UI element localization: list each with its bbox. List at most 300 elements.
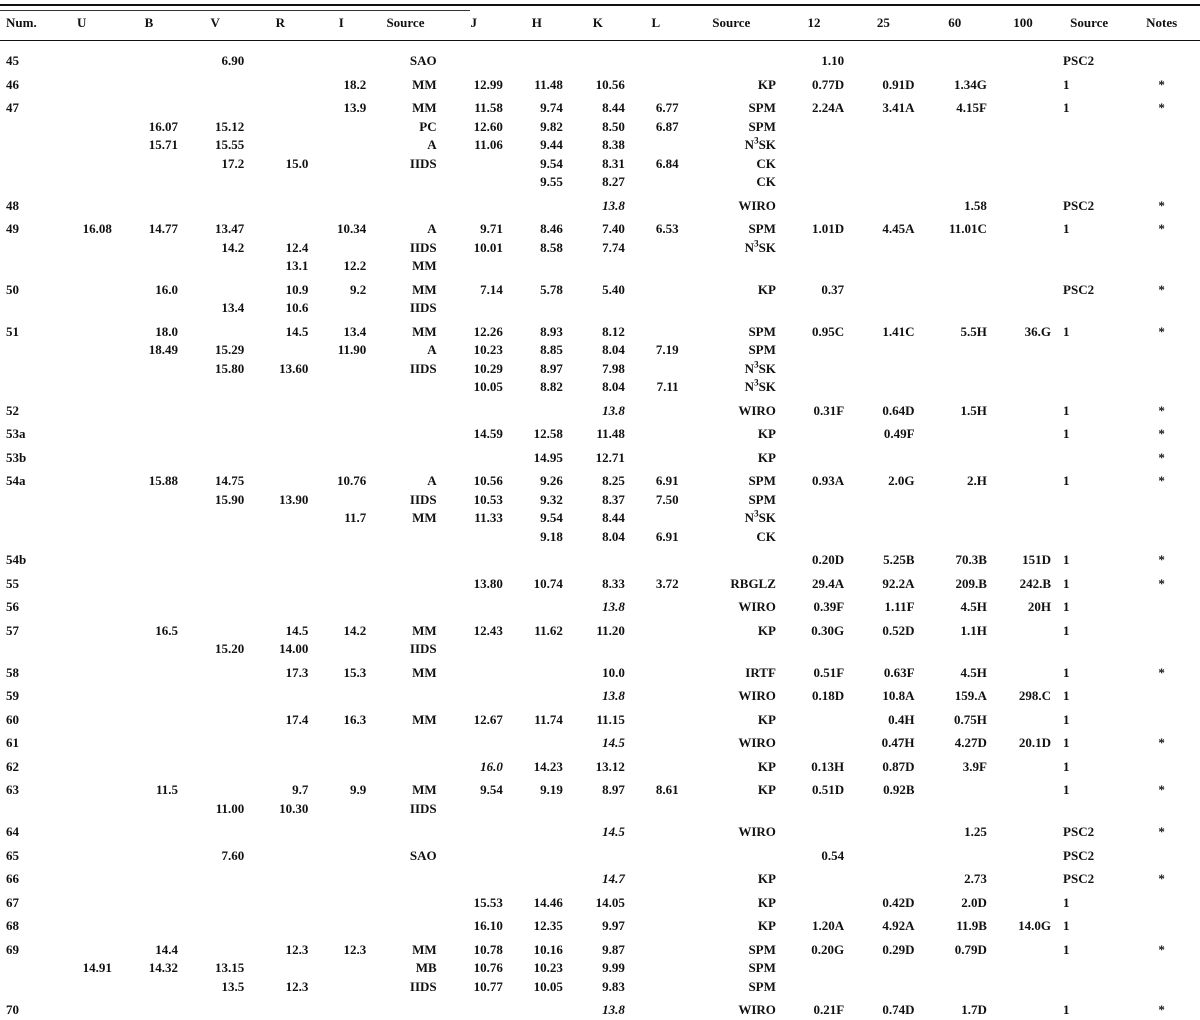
- cell-notes: *: [1158, 552, 1165, 568]
- cell-j: 10.76: [473, 960, 503, 976]
- cell-v: 13.15: [215, 960, 245, 976]
- cell-i: [312, 173, 370, 192]
- cell-u: [48, 659, 116, 683]
- cell-b: [116, 299, 182, 318]
- cell-num: [0, 341, 48, 360]
- cell-k: 8.50: [602, 118, 625, 134]
- cell-f12: [780, 155, 848, 174]
- cell-f25: 0.87D: [882, 758, 915, 774]
- cell-k: 14.05: [595, 894, 625, 910]
- column-header-source-1: Source: [386, 15, 425, 30]
- cell-f60: [919, 800, 991, 819]
- cell-notes: [1123, 800, 1200, 819]
- cell-f60: 4.15F: [956, 100, 987, 116]
- cell-b: [116, 192, 182, 216]
- cell-r: [248, 842, 312, 866]
- cell-f60: 2.H: [967, 473, 987, 489]
- cell-i: 13.9: [343, 100, 367, 116]
- cell-j: [441, 52, 507, 71]
- cell-num: [0, 239, 48, 258]
- cell-u: [48, 800, 116, 819]
- cell-b: [116, 420, 182, 444]
- cell-k: [567, 996, 629, 1020]
- cell-r: [248, 397, 312, 421]
- cell-src3: [1055, 360, 1123, 379]
- cell-src2: WIRO: [738, 599, 776, 615]
- cell-f12: 0.93A: [812, 473, 845, 489]
- cell-f60: 4.5H: [960, 599, 987, 615]
- table-row: [0, 378, 1200, 397]
- cell-src1: [370, 397, 440, 421]
- cell-f100: [991, 118, 1055, 137]
- cell-notes: [1123, 706, 1200, 730]
- cell-v: 13.4: [221, 300, 245, 316]
- cell-u: [48, 729, 116, 753]
- cell-src2: IRTF: [745, 664, 776, 680]
- cell-src3: [1055, 509, 1123, 528]
- cell-num: [0, 173, 48, 192]
- cell-v: [182, 94, 248, 118]
- cell-notes: [1123, 640, 1200, 659]
- cell-b: 18.49: [148, 342, 179, 358]
- cell-f25: [848, 155, 918, 174]
- column-header-source-3: Source: [1070, 15, 1109, 30]
- cell-k: 8.12: [602, 323, 625, 339]
- cell-f100: [991, 173, 1055, 192]
- cell-j: 12.43: [473, 622, 503, 638]
- cell-num: [0, 978, 48, 997]
- cell-h: 9.26: [540, 473, 563, 489]
- cell-b: [116, 753, 182, 777]
- table-row: [0, 444, 1200, 468]
- cell-src2: CK: [756, 155, 776, 171]
- cell-k: [567, 299, 629, 318]
- cell-num: [0, 800, 48, 819]
- cell-u: [48, 706, 116, 730]
- cell-h: [507, 682, 567, 706]
- cell-f12: [780, 118, 848, 137]
- cell-f12: [780, 818, 848, 842]
- cell-notes: *: [1158, 575, 1165, 591]
- cell-num: 55: [6, 575, 19, 591]
- cell-src1: [370, 420, 440, 444]
- cell-r: [248, 996, 312, 1020]
- italic-value: 16.0: [480, 758, 503, 774]
- cell-l: [629, 360, 683, 379]
- cell-l: 7.19: [655, 342, 679, 358]
- cell-src1: IIDS: [409, 491, 437, 507]
- cell-l: [629, 936, 683, 960]
- cell-j: 11.06: [474, 137, 503, 153]
- cell-f60: 4.5H: [960, 664, 987, 680]
- cell-v: [182, 444, 248, 468]
- cell-src1: MM: [412, 100, 437, 116]
- cell-f12: 0.54: [821, 847, 845, 863]
- cell-src1: IIDS: [409, 239, 437, 255]
- cell-f100: 151D: [1022, 552, 1052, 568]
- cell-r: 13.1: [285, 258, 309, 274]
- cell-i: [312, 889, 370, 913]
- cell-src3: 1: [1063, 552, 1070, 568]
- cell-f100: [991, 617, 1055, 641]
- cell-u: [48, 546, 116, 570]
- cell-i: [312, 978, 370, 997]
- cell-k: 8.04: [602, 528, 625, 544]
- cell-v: 15.80: [215, 360, 245, 376]
- cell-h: 8.82: [540, 379, 563, 395]
- cell-i: 15.3: [343, 664, 367, 680]
- cell-src2: SPM: [748, 323, 776, 339]
- cell-src1: [370, 444, 440, 468]
- cell-src2: [683, 546, 780, 570]
- cell-f60: [919, 118, 991, 137]
- cell-src3: 1: [1063, 688, 1070, 704]
- cell-src2: SPM: [748, 941, 776, 957]
- cell-notes: [1123, 136, 1200, 155]
- italic-value: 13.8: [602, 402, 625, 418]
- cell-k: 8.04: [602, 379, 625, 395]
- cell-j: 15.53: [473, 894, 503, 910]
- cell-u: [48, 378, 116, 397]
- cell-i: [312, 420, 370, 444]
- cell-notes: *: [1158, 281, 1165, 297]
- cell-i: [312, 546, 370, 570]
- cell-notes: [1123, 753, 1200, 777]
- cell-f12: [780, 257, 848, 276]
- table-row: [0, 729, 1200, 753]
- cell-num: 51: [6, 323, 19, 339]
- cell-f25: [848, 118, 918, 137]
- cell-num: 57: [6, 622, 19, 638]
- cell-f100: [991, 257, 1055, 276]
- cell-k: 8.97: [602, 782, 625, 798]
- cell-f25: [848, 192, 918, 216]
- cell-src3: [1055, 341, 1123, 360]
- cell-num: 70: [6, 1002, 19, 1018]
- cell-h: [507, 996, 567, 1020]
- cell-num: 59: [6, 688, 19, 704]
- cell-f12: 0.77D: [812, 76, 845, 92]
- cell-v: [182, 192, 248, 216]
- cell-f100: [991, 959, 1055, 978]
- cell-f100: [991, 155, 1055, 174]
- cell-r: [248, 467, 312, 491]
- cell-u: [48, 842, 116, 866]
- table-row: [0, 299, 1200, 318]
- cell-f100: 20H: [1027, 599, 1052, 615]
- cell-src1: MM: [412, 622, 437, 638]
- cell-l: [629, 800, 683, 819]
- cell-k: [567, 192, 629, 216]
- cell-src3: 1: [1063, 575, 1070, 591]
- cell-notes: [1123, 842, 1200, 866]
- cell-src2: KP: [757, 622, 776, 638]
- cell-src3: [1055, 444, 1123, 468]
- cell-f100: [991, 420, 1055, 444]
- cell-j: 10.77: [473, 978, 503, 994]
- cell-u: [48, 52, 116, 71]
- cell-r: 9.7: [292, 782, 309, 798]
- cell-k: 8.44: [602, 100, 625, 116]
- cell-k: 7.98: [602, 360, 625, 376]
- cell-b: [116, 360, 182, 379]
- cell-f25: 92.2A: [882, 575, 915, 591]
- cell-f25: [848, 173, 918, 192]
- cell-src1: SAO: [409, 53, 437, 69]
- cell-i: [312, 378, 370, 397]
- table-row: [0, 818, 1200, 842]
- cell-num: 58: [6, 664, 19, 680]
- cell-j: 10.29: [473, 360, 503, 376]
- cell-l: 7.11: [656, 379, 679, 395]
- cell-src1: A: [427, 137, 437, 153]
- cell-i: 16.3: [343, 711, 367, 727]
- cell-r: 17.4: [285, 711, 309, 727]
- cell-v: 13.47: [215, 221, 245, 237]
- cell-notes: *: [1158, 323, 1165, 339]
- column-header-j: J: [470, 15, 477, 30]
- cell-b: [116, 978, 182, 997]
- cell-l: [629, 959, 683, 978]
- cell-f12: 0.51F: [813, 664, 845, 680]
- cell-h: 9.18: [540, 528, 563, 544]
- cell-f25: [848, 818, 918, 842]
- cell-f100: [991, 215, 1055, 239]
- table-row: [0, 865, 1200, 889]
- cell-f12: 2.24A: [812, 100, 845, 116]
- cell-f25: [848, 800, 918, 819]
- cell-l: [629, 659, 683, 683]
- cell-u: [48, 491, 116, 510]
- cell-src3: 1: [1063, 622, 1070, 638]
- cell-notes: [1123, 239, 1200, 258]
- header-row: [0, 6, 1200, 40]
- table-row: [0, 509, 1200, 528]
- cell-num: 47: [6, 100, 19, 116]
- cell-f60: [919, 776, 991, 800]
- cell-src2: RBGLZ: [730, 575, 776, 591]
- cell-v: [182, 397, 248, 421]
- cell-src3: [1055, 528, 1123, 547]
- cell-notes: [1123, 155, 1200, 174]
- cell-j: [441, 842, 507, 866]
- cell-f12: [780, 420, 848, 444]
- cell-f12: 0.30G: [811, 622, 845, 638]
- cell-f100: [991, 360, 1055, 379]
- cell-j: [441, 818, 507, 842]
- cell-src2: $N^3SK$: [744, 359, 776, 376]
- cell-src1: [370, 570, 440, 594]
- cell-f60: [919, 360, 991, 379]
- cell-f25: [848, 959, 918, 978]
- cell-f12: [780, 509, 848, 528]
- cell-f25: 2.0G: [888, 473, 915, 489]
- cell-u: [48, 978, 116, 997]
- cell-f60: [919, 257, 991, 276]
- photometry-table: [0, 52, 1200, 1020]
- cell-f60: 209.B: [955, 575, 987, 591]
- cell-src2: KP: [757, 711, 776, 727]
- cell-src2: $N^3SK$: [744, 508, 776, 526]
- cell-b: [116, 729, 182, 753]
- cell-j: 11.33: [474, 510, 503, 526]
- cell-f12: [780, 299, 848, 318]
- cell-src1: MM: [412, 76, 437, 92]
- cell-notes: *: [1158, 824, 1165, 840]
- cell-r: [248, 215, 312, 239]
- cell-h: [507, 800, 567, 819]
- cell-notes: [1123, 173, 1200, 192]
- cell-v: 15.12: [215, 118, 245, 134]
- cell-l: [629, 865, 683, 889]
- cell-src2: [683, 299, 780, 318]
- cell-u: [48, 682, 116, 706]
- cell-f25: [848, 509, 918, 528]
- cell-num: 63: [6, 782, 19, 798]
- cell-h: 11.48: [534, 76, 563, 92]
- cell-f25: [848, 528, 918, 547]
- cell-v: 15.29: [215, 342, 245, 358]
- cell-u: 16.08: [82, 221, 112, 237]
- cell-notes: [1123, 52, 1200, 71]
- cell-src1: [370, 865, 440, 889]
- cell-k: 9.97: [602, 918, 625, 934]
- cell-v: 7.60: [221, 847, 245, 863]
- cell-f100: 36.G: [1024, 323, 1052, 339]
- cell-i: [312, 491, 370, 510]
- cell-f100: [991, 842, 1055, 866]
- cell-j: 12.26: [473, 323, 503, 339]
- table-row: [0, 173, 1200, 192]
- cell-h: 14.95: [533, 449, 563, 465]
- cell-f60: 1.5H: [960, 402, 987, 418]
- cell-b: 15.88: [148, 473, 179, 489]
- cell-h: [507, 257, 567, 276]
- cell-f100: [991, 192, 1055, 216]
- cell-u: [48, 640, 116, 659]
- cell-k: 8.27: [602, 174, 625, 190]
- cell-f60: 70.3B: [955, 552, 987, 568]
- cell-f60: 159.A: [954, 688, 987, 704]
- cell-b: [116, 155, 182, 174]
- cell-src2: SPM: [748, 221, 776, 237]
- cell-f60: [919, 276, 991, 300]
- column-header-60: 60: [948, 15, 962, 30]
- cell-notes: [1123, 593, 1200, 617]
- cell-v: [182, 378, 248, 397]
- cell-f12: [780, 528, 848, 547]
- cell-num: 56: [6, 599, 19, 615]
- cell-u: [48, 865, 116, 889]
- table-row: [0, 753, 1200, 777]
- cell-src3: [1055, 959, 1123, 978]
- cell-f25: 4.45A: [882, 221, 915, 237]
- cell-src2: SPM: [748, 100, 776, 116]
- cell-f60: [919, 444, 991, 468]
- cell-src1: MM: [412, 782, 437, 798]
- cell-l: [629, 617, 683, 641]
- cell-f100: [991, 444, 1055, 468]
- cell-j: 9.54: [480, 782, 503, 798]
- cell-k: 13.12: [595, 758, 625, 774]
- cell-b: [116, 659, 182, 683]
- cell-notes: [1123, 491, 1200, 510]
- cell-f100: [991, 71, 1055, 95]
- cell-f60: [919, 378, 991, 397]
- cell-k: [567, 257, 629, 276]
- cell-r: 15.0: [285, 155, 309, 171]
- cell-f60: [919, 136, 991, 155]
- cell-f60: 11.9B: [956, 918, 987, 934]
- cell-j: 13.80: [473, 575, 503, 591]
- cell-num: 50: [6, 281, 19, 297]
- cell-j: 7.14: [480, 281, 503, 297]
- cell-src1: A: [427, 221, 437, 237]
- cell-f60: 1.58: [964, 197, 987, 213]
- table-row: [0, 52, 1200, 71]
- cell-h: 14.46: [533, 894, 563, 910]
- cell-r: 12.4: [285, 239, 309, 255]
- cell-num: [0, 959, 48, 978]
- cell-b: [116, 52, 182, 71]
- table-row: [0, 71, 1200, 95]
- cell-j: 10.78: [473, 941, 503, 957]
- table-row: [0, 593, 1200, 617]
- cell-f100: [991, 706, 1055, 730]
- cell-src3: PSC2: [1063, 281, 1095, 297]
- cell-r: [248, 173, 312, 192]
- cell-src2: [683, 842, 780, 866]
- column-header-notes: Notes: [1146, 15, 1178, 30]
- table-row: [0, 776, 1200, 800]
- cell-k: [567, 842, 629, 866]
- cell-k: [567, 800, 629, 819]
- cell-r: [248, 818, 312, 842]
- cell-f12: [780, 136, 848, 155]
- table-row: [0, 842, 1200, 866]
- cell-src3: PSC2: [1063, 53, 1095, 69]
- cell-src1: [370, 889, 440, 913]
- cell-v: [182, 996, 248, 1020]
- cell-f12: 1.10: [821, 53, 845, 69]
- cell-src2: [683, 800, 780, 819]
- cell-src1: A: [427, 342, 437, 358]
- cell-b: [116, 71, 182, 95]
- cell-j: [441, 444, 507, 468]
- cell-f60: [919, 528, 991, 547]
- cell-f100: [991, 276, 1055, 300]
- cell-f100: [991, 94, 1055, 118]
- cell-k: [567, 397, 629, 421]
- cell-l: [629, 842, 683, 866]
- cell-i: [312, 818, 370, 842]
- cell-l: [629, 52, 683, 71]
- cell-u: [48, 118, 116, 137]
- cell-l: [629, 299, 683, 318]
- cell-b: [116, 546, 182, 570]
- cell-u: [48, 173, 116, 192]
- cell-num: [0, 360, 48, 379]
- cell-src3: [1055, 155, 1123, 174]
- cell-f25: 0.42D: [882, 894, 915, 910]
- cell-l: [629, 978, 683, 997]
- cell-f60: 1.1H: [960, 622, 987, 638]
- cell-l: 7.50: [655, 491, 679, 507]
- cell-src3: PSC2: [1063, 197, 1095, 213]
- cell-src3: 1: [1063, 894, 1070, 910]
- cell-i: [312, 729, 370, 753]
- cell-k: 9.83: [602, 978, 625, 994]
